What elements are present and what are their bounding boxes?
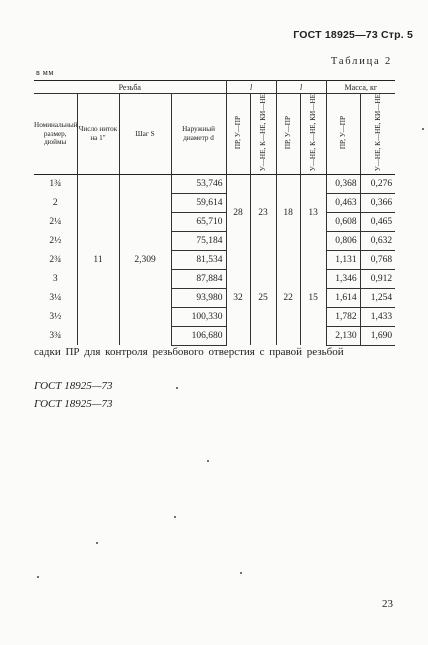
diameter-cell: 59,614 [171,193,226,212]
nominal-size-cell: 2¼ [34,212,77,231]
nominal-size-cell: 3½ [34,307,77,326]
scan-speck [174,516,176,518]
nominal-size-cell: 1¾ [34,174,77,193]
gost-reference: ГОСТ 18925—73 [34,380,113,392]
mass-b-cell: 0,632 [360,231,395,250]
mass-a-cell: 0,806 [326,231,360,250]
mass-a-cell: 1,614 [326,288,360,307]
mass-a-cell: 1,346 [326,269,360,288]
diameter-cell: 100,330 [171,307,226,326]
gost-reference: ГОСТ 18925—73 [34,398,113,410]
col-header-l1-b: У—НЕ, К—НЕ, КИ—НЕ [258,94,267,172]
scan-speck [37,576,39,578]
table-row [34,174,395,193]
mass-a-cell: 1,131 [326,250,360,269]
pitch-cell: 2,309 [119,174,171,345]
l2-a-cell: 18 [276,174,300,250]
l1-b-cell: 23 [250,174,276,250]
col-header-nominal: Номинальный размер, дюймы [34,94,77,175]
diameter-cell: 81,534 [171,250,226,269]
scan-speck [240,572,242,574]
mass-b-cell: 0,768 [360,250,395,269]
body-text: садки ПР для контроля резьбового отверстия с правой резьбой [34,346,344,358]
l1-a-cell: 32 [226,250,250,345]
col-header-l2-a: ПР, У—ПР [283,116,292,150]
mass-a-cell: 0,608 [326,212,360,231]
page-number: 23 [382,598,393,610]
units-label: в мм [36,68,54,77]
l1-a-cell: 28 [226,174,250,250]
group-header-l-first: l [226,81,276,94]
diameter-cell: 75,184 [171,231,226,250]
mass-b-cell: 0,465 [360,212,395,231]
col-header-mass-b: У—НЕ, К—НЕ, КИ—НЕ [373,94,382,172]
nominal-size-cell: 3¼ [34,288,77,307]
diameter-cell: 106,680 [171,326,226,345]
col-header-diameter: Наружный диаметр d [171,94,226,175]
table-caption: Таблица 2 [330,56,392,67]
group-header-thread: Резьба [34,81,226,94]
l2-b-cell: 15 [300,250,326,345]
diameter-cell: 53,746 [171,174,226,193]
threads-per-inch-cell: 11 [77,174,119,345]
mass-b-cell: 1,433 [360,307,395,326]
diameter-cell: 87,884 [171,269,226,288]
mass-b-cell: 1,690 [360,326,395,345]
l2-b-cell: 13 [300,174,326,250]
col-header-pitch: Шаг S [119,94,171,175]
data-table [34,80,395,346]
l1-b-cell: 25 [250,250,276,345]
col-header-threads: Число ниток на 1" [77,94,119,175]
scan-speck [96,542,98,544]
group-header-l-second: l [276,81,326,94]
mass-a-cell: 1,782 [326,307,360,326]
group-header-mass: Масса, кг [326,81,395,94]
col-header-mass-a: ПР, У—ПР [338,116,347,150]
mass-a-cell: 2,130 [326,326,360,345]
diameter-cell: 93,980 [171,288,226,307]
nominal-size-cell: 3¾ [34,326,77,345]
nominal-size-cell: 2¾ [34,250,77,269]
scan-speck [207,460,209,462]
diameter-cell: 65,710 [171,212,226,231]
l2-a-cell: 22 [276,250,300,345]
mass-a-cell: 0,368 [326,174,360,193]
nominal-size-cell: 2 [34,193,77,212]
mass-b-cell: 0,912 [360,269,395,288]
scan-speck [176,387,178,389]
col-header-l1-a: ПР, У—ПР [233,116,242,150]
col-header-l2-b: У—НЕ, К—НЕ, КИ—НЕ [308,94,317,172]
mass-b-cell: 0,366 [360,193,395,212]
mass-b-cell: 1,254 [360,288,395,307]
scan-speck [422,128,424,130]
mass-a-cell: 0,463 [326,193,360,212]
page-header: ГОСТ 18925—73 Стр. 5 [293,29,413,41]
nominal-size-cell: 3 [34,269,77,288]
nominal-size-cell: 2½ [34,231,77,250]
mass-b-cell: 0,276 [360,174,395,193]
